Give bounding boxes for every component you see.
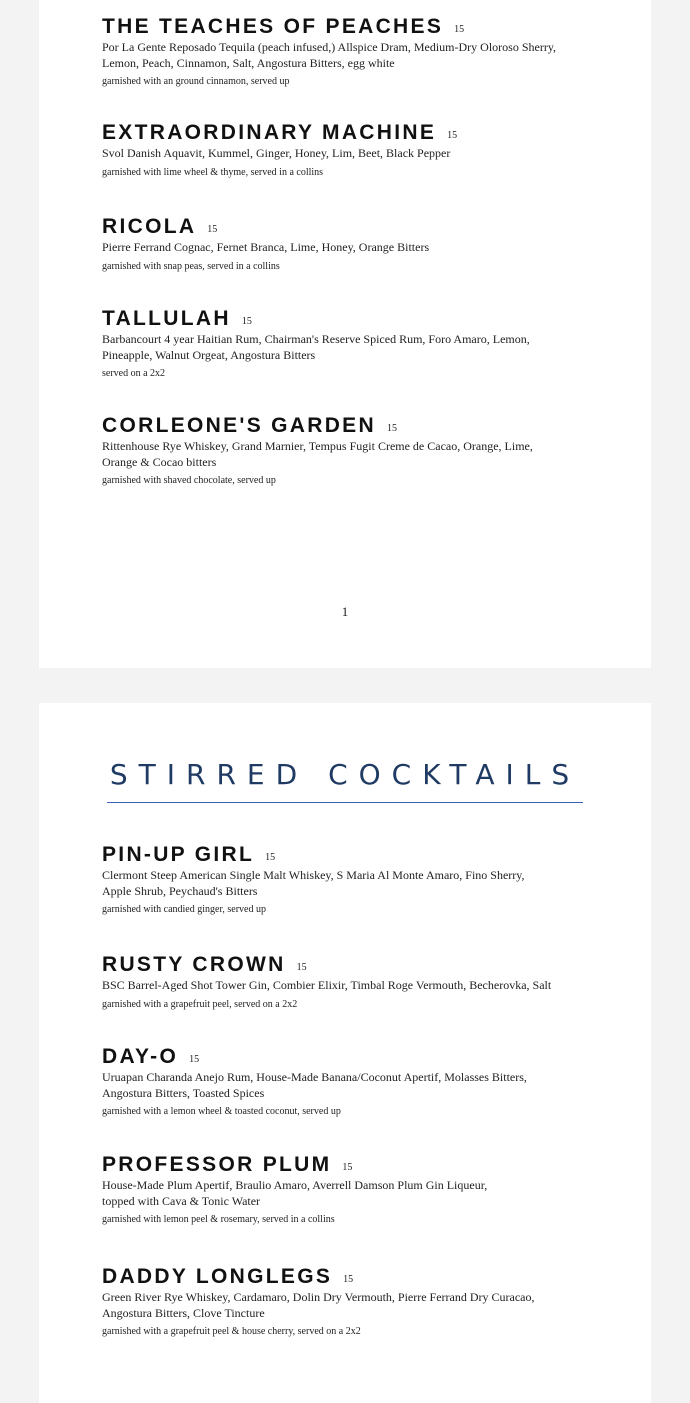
page-number: 1 bbox=[341, 604, 349, 619]
menu-item-price: 15 bbox=[343, 1274, 354, 1285]
menu-item-name: PIN-UP GIRL bbox=[102, 843, 255, 866]
menu-item bbox=[102, 1266, 622, 1338]
menu-item bbox=[102, 16, 622, 88]
menu-item-header bbox=[102, 954, 622, 975]
menu-item-ingredients: Por La Gente Reposado Tequila (peach infused,) Allspice Dram, Medium-Dry Oloroso Sherry, Lemon, Peach, Cinnamon, Salt, Angostura Bitters, egg white bbox=[102, 40, 557, 70]
menu-item-header bbox=[102, 308, 622, 329]
menu-item-header bbox=[102, 122, 622, 143]
menu-item bbox=[102, 844, 622, 916]
section-divider bbox=[107, 802, 583, 803]
menu-item-ingredients: Barbancourt 4 year Haitian Rum, Chairman's Reserve Spiced Rum, Foro Amaro, Lemon, Pineapple, Walnut Orgeat, Angostura Bitters bbox=[102, 332, 530, 362]
menu-item bbox=[102, 1154, 622, 1226]
menu-item-price: 15 bbox=[342, 1162, 353, 1173]
menu-item-name: RICOLA bbox=[102, 215, 197, 238]
menu-item-price: 15 bbox=[296, 962, 307, 973]
menu-item-ingredients: Clermont Steep American Single Malt Whiskey, S Maria Al Monte Amaro, Fino Sherry, Apple Shrub, Peychaud's Bitters bbox=[102, 868, 525, 898]
menu-item-garnish: garnished with a grapefruit peel & house cherry, served on a 2x2 bbox=[102, 1326, 361, 1337]
menu-item-header bbox=[102, 1266, 622, 1287]
menu-item-name: DAY-O bbox=[102, 1045, 179, 1068]
menu-item-name: RUSTY CROWN bbox=[102, 953, 286, 976]
section-title: STIRRED COCKTAILS bbox=[109, 758, 581, 791]
menu-item-price: 15 bbox=[189, 1054, 200, 1065]
menu-item-ingredients: Green River Rye Whiskey, Cardamaro, Dolin Dry Vermouth, Pierre Ferrand Dry Curacao, Angostura Bitters, Clove Tincture bbox=[102, 1290, 535, 1320]
menu-item-price: 15 bbox=[447, 130, 458, 141]
menu-item-ingredients: Pierre Ferrand Cognac, Fernet Branca, Lime, Honey, Orange Bitters bbox=[102, 240, 430, 254]
menu-item-name: CORLEONE'S GARDEN bbox=[102, 414, 376, 437]
menu-item-ingredients: House-Made Plum Apertif, Braulio Amaro, Averrell Damson Plum Gin Liqueur, topped with Cava & Tonic Water bbox=[102, 1178, 488, 1208]
menu-item-name: DADDY LONGLEGS bbox=[102, 1265, 333, 1288]
menu-item-garnish: served on a 2x2 bbox=[102, 368, 166, 379]
menu-item-header bbox=[102, 16, 622, 37]
menu-item bbox=[102, 122, 622, 179]
menu-item-header bbox=[102, 1154, 622, 1175]
menu-item-ingredients: BSC Barrel-Aged Shot Tower Gin, Combier Elixir, Timbal Roge Vermouth, Becherovka, Salt bbox=[102, 978, 552, 992]
menu-item-name: EXTRAORDINARY MACHINE bbox=[102, 121, 437, 144]
menu-item-ingredients: Uruapan Charanda Anejo Rum, House-Made Banana/Coconut Apertif, Molasses Bitters, Angostura Bitters, Toasted Spices bbox=[102, 1070, 527, 1100]
menu-item-garnish: garnished with snap peas, served in a collins bbox=[102, 260, 280, 272]
menu-item-price: 15 bbox=[241, 316, 252, 327]
menu-item-garnish: garnished with lime wheel & thyme, served in a collins bbox=[102, 166, 324, 178]
menu-page-1 bbox=[39, 0, 651, 668]
menu-item-price: 15 bbox=[454, 24, 465, 35]
menu-item-ingredients: Svol Danish Aquavit, Kummel, Ginger, Honey, Lim, Beet, Black Pepper bbox=[102, 146, 451, 160]
menu-item bbox=[102, 216, 622, 273]
menu-item-header bbox=[102, 1046, 622, 1067]
menu-item-name: TALLULAH bbox=[102, 307, 231, 330]
menu-item-header bbox=[102, 216, 622, 237]
menu-item bbox=[102, 308, 622, 380]
menu-item-name: THE TEACHES OF PEACHES bbox=[102, 15, 444, 38]
menu-item-price: 15 bbox=[386, 423, 397, 434]
menu-item bbox=[102, 954, 622, 1011]
menu-item bbox=[102, 1046, 622, 1118]
menu-item-garnish: garnished with lemon peel & rosemary, served in a collins bbox=[102, 1214, 335, 1225]
menu-item-ingredients: Rittenhouse Rye Whiskey, Grand Marnier, Tempus Fugit Creme de Cacao, Orange, Lime, Orange & Cocao bitters bbox=[102, 439, 533, 469]
menu-item-name: PROFESSOR PLUM bbox=[102, 1153, 332, 1176]
menu-item bbox=[102, 415, 622, 487]
menu-item-garnish: garnished with an ground cinnamon, served up bbox=[102, 76, 290, 87]
menu-item-header bbox=[102, 844, 622, 865]
menu-item-header bbox=[102, 415, 622, 436]
menu-item-price: 15 bbox=[207, 224, 218, 235]
menu-item-price: 15 bbox=[265, 852, 276, 863]
menu-item-garnish: garnished with a lemon wheel & toasted coconut, served up bbox=[102, 1106, 341, 1117]
menu-item-garnish: garnished with candied ginger, served up bbox=[102, 904, 266, 915]
menu-page-2 bbox=[39, 703, 651, 1403]
menu-item-garnish: garnished with a grapefruit peel, served on a 2x2 bbox=[102, 998, 298, 1010]
menu-item-garnish: garnished with shaved chocolate, served up bbox=[102, 475, 276, 486]
